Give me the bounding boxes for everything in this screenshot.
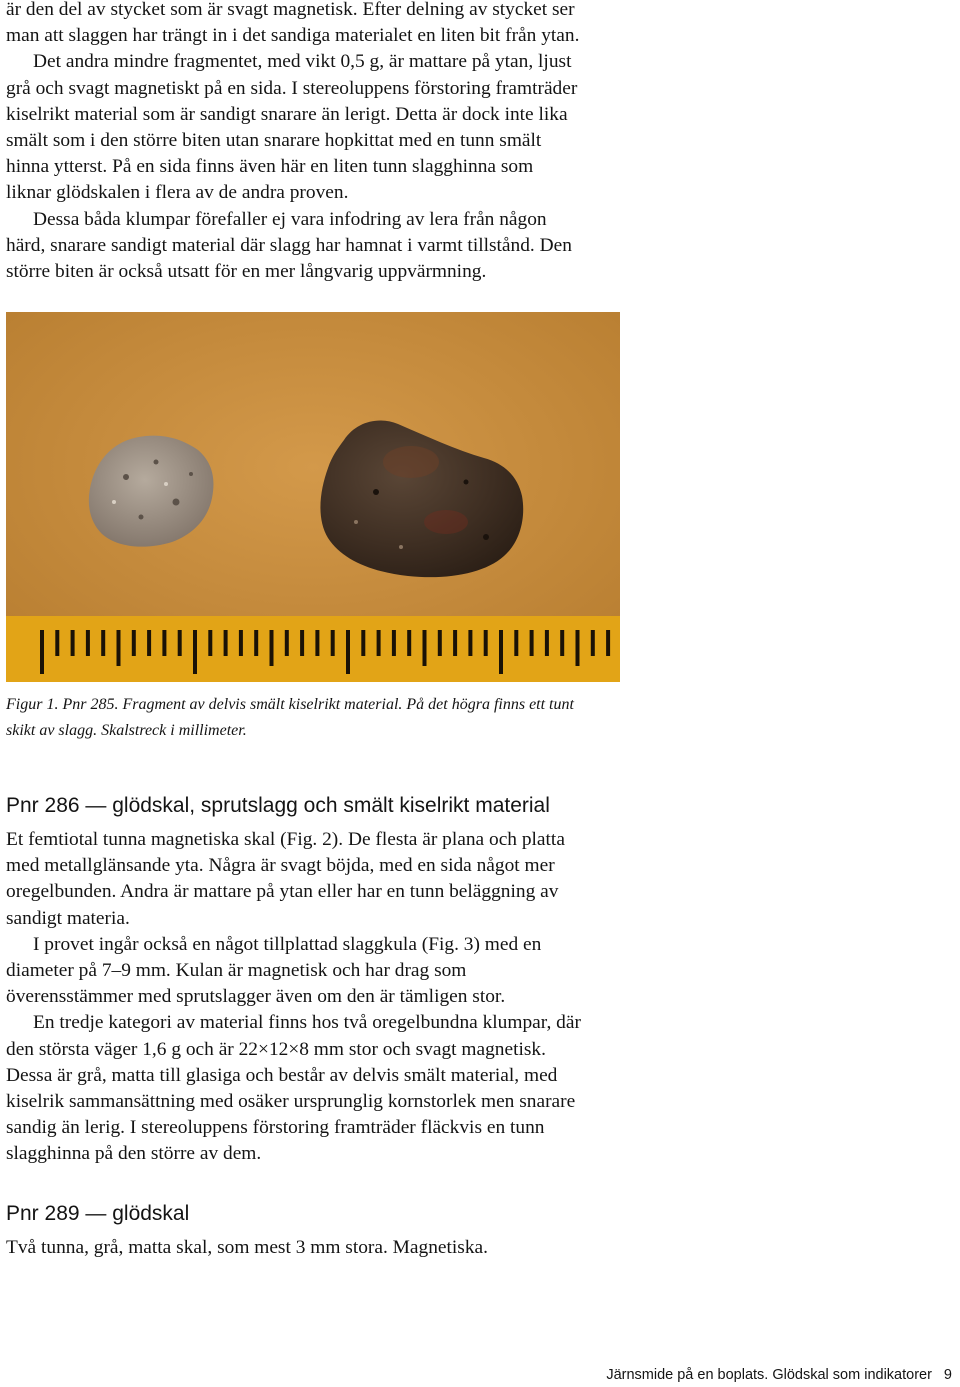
ruler-tick [254,630,258,656]
caption-line: Figur 1. Pnr 285. Fragment av delvis smält kiselrikt material. På det högra finns ett tunt [6,696,574,713]
intro-paragraph [6,0,670,285]
ruler-tick [484,630,488,656]
ruler-tick [545,630,549,656]
ruler-tick [285,630,289,656]
ruler [6,616,620,682]
text-line: En tredje kategori av material finns hos två oregelbundna klumpar, där [33,1012,581,1034]
ruler-tick [224,630,228,656]
text-line: större biten är också utsatt för en mer långvarig uppvärmning. [6,261,487,283]
text-line: grå och svagt magnetiskt på en sida. I stereoluppens förstoring framträder [6,77,578,99]
text-line: är den del av stycket som är svagt magnetisk. Efter delning av stycket ser [6,0,575,20]
page-footer [606,1367,952,1383]
figure-caption [6,692,686,744]
text-line: oregelbunden. Andra är mattare på ytan eller har en tunn beläggning av [6,881,559,903]
text-line: med metallglänsande yta. Några är svagt böjda, med en sida något mer [6,855,555,877]
footer-title: Järnsmide på en boplats. Glödskal som indikatorer [606,1367,932,1383]
section-289-body [6,1235,670,1261]
ruler-tick [438,630,442,656]
text-line: sandigt materia. [6,907,130,929]
ruler-tick [208,630,212,656]
ruler-tick [178,630,182,656]
ruler-tick [591,630,595,656]
section-heading-pnr-286: Pnr 286 — glödskal, sprutslagg och smält kiselrikt material [6,794,550,817]
ruler-tick [453,630,457,656]
ruler-tick [560,630,564,656]
text-line: Et femtiotal tunna magnetiska skal (Fig. 2). De flesta är plana och platta [6,829,565,850]
ruler-tick [377,630,381,656]
ruler-tick [270,630,274,666]
ruler-tick [392,630,396,656]
ruler-tick [315,630,319,656]
ruler-tick [55,630,59,656]
text-line: kiselrik sammansättning med osäker ursprunglig kornstorlek men snarare [6,1091,576,1113]
ruler-tick [117,630,121,666]
text-line: Dessa båda klumpar förefaller ej vara infodring av lera från någon [33,208,547,230]
ruler-tick [71,630,75,656]
text-line: smält som i den större biten utan snarare hopkittat med en tunn smält [6,130,542,152]
ruler-tick [606,630,610,656]
text-line: Två tunna, grå, matta skal, som mest 3 mm stora. Magnetiska. [6,1237,488,1258]
ruler-tick [576,630,580,666]
text-line: I provet ingår också en något tillplattad slaggkula (Fig. 3) med en [33,933,542,955]
ruler-tick [361,630,365,656]
text-line: hinna ytterst. På en sida finns även här en liten tunn slagghinna som [6,156,534,178]
ruler-tick [423,630,427,666]
text-line: Det andra mindre fragmentet, med vikt 0,5 g, är mattare på ytan, ljust [33,51,572,73]
ruler-tick [40,630,44,674]
ruler-tick [162,630,166,656]
ruler-tick [407,630,411,656]
section-286-body [6,827,670,1168]
text-line: diameter på 7–9 mm. Kulan är magnetisk och har drag som [6,960,467,982]
ruler-tick [300,630,304,656]
ruler-tick [239,630,243,656]
ruler-tick [101,630,105,656]
text-line: kiselrikt material som är sandigt snarare än lerigt. Detta är dock inte lika [6,103,568,125]
ruler-tick [514,630,518,656]
ruler-tick [499,630,503,674]
caption-line: skikt av slagg. Skalstreck i millimeter. [6,722,247,739]
page-number: 9 [943,1367,952,1383]
ruler-tick [530,630,534,656]
text-line: överensstämmer med sprutslagger även om den är tämligen stor. [6,986,506,1008]
text-line: sandig än lerig. I stereoluppens förstoring framträder fläckvis en tunn [6,1117,545,1139]
ruler-tick [147,630,151,656]
ruler-tick [132,630,136,656]
text-line: liknar glödskalen i flera av de andra proven. [6,182,349,204]
text-line: den största väger 1,6 g och är 22×12×8 mm stor och svagt magnetisk. [6,1038,546,1060]
text-line: härd, snarare sandigt material där slagg har hamnat i varmt tillstånd. Den [6,234,572,256]
ruler-tick [86,630,90,656]
text-line: man att slaggen har trängt in i det sandiga materialet en liten bit från ytan. [6,25,580,47]
text-line: slagghinna på den större av dem. [6,1143,262,1165]
section-heading-pnr-289: Pnr 289 — glödskal [6,1202,190,1225]
ruler-tick [331,630,335,656]
ruler-tick [468,630,472,656]
figure-photo [6,312,620,682]
ruler-tick [193,630,197,674]
text-line: Dessa är grå, matta till glasiga och består av delvis smält material, med [6,1064,558,1086]
ruler-tick [346,630,350,674]
